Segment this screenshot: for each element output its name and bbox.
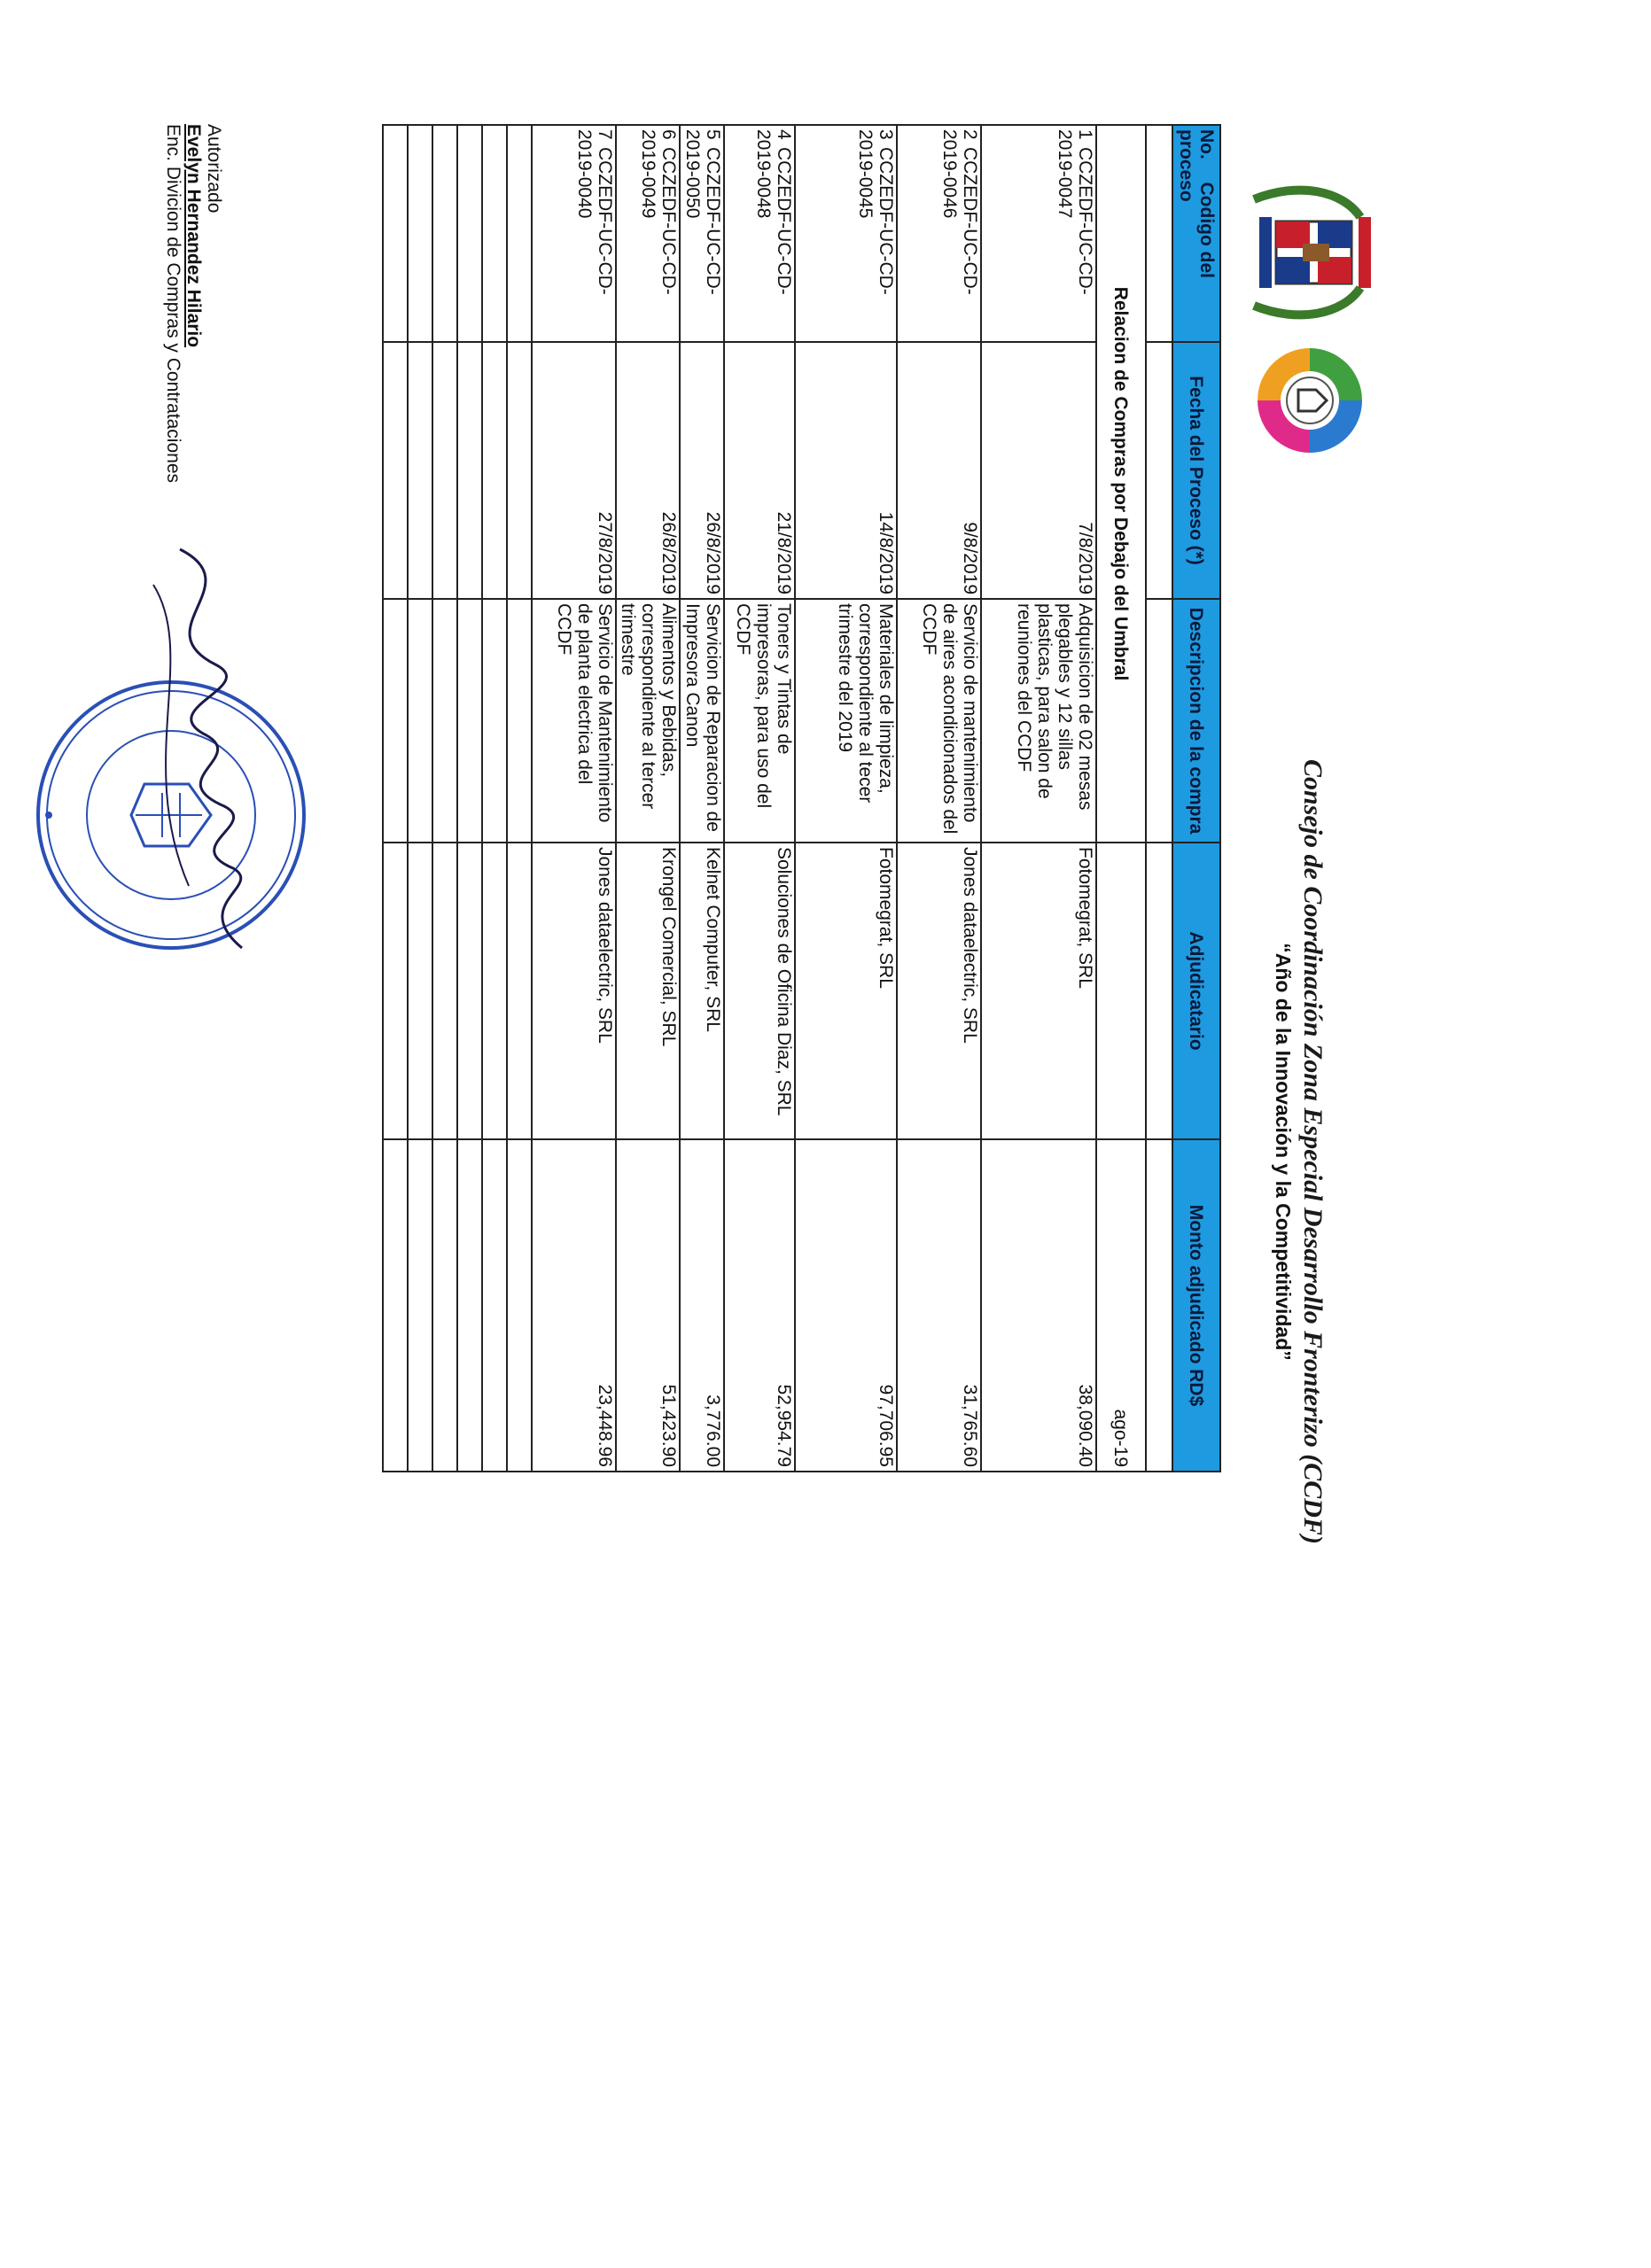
table-row: 3 CCZEDF-UC-CD-2019-0045 14/8/2019 Materiales de limpieza, correspondiente al tecer trimestre del 2019 Fotomegrat, SRL 97,706.95 — [795, 125, 897, 1472]
blank-row — [432, 125, 457, 1472]
table-title-row — [1096, 125, 1146, 1472]
report-period: ago-19 — [1096, 1139, 1146, 1472]
year-motto: “Año de la Innovación y la Competitividad” — [1272, 943, 1295, 1361]
blank-row — [482, 125, 507, 1472]
coat-of-arms-logo — [1245, 182, 1378, 323]
header-monto: Monto adjudicado RD$ — [1172, 1139, 1220, 1472]
ccdf-circular-logo — [1250, 341, 1369, 461]
table-row: 6 CCZEDF-UC-CD-2019-0049 26/8/2019 Alimentos y Bebidas, correspondiente al tercer trimestre Krongel Comercial, SRL 51,423.90 — [616, 125, 680, 1472]
blank-row — [457, 125, 482, 1472]
institution-title: Consejo de Coordinación Zona Especial Desarrollo Fronterizo (CCDF) — [1298, 759, 1328, 1544]
table-row: 4 CCZEDF-UC-CD-2019-0048 21/8/2019 Toners y Tintas de impresoras, para uso del CCDF Soluciones de Oficina Diaz, SRL 52,954.79 — [724, 125, 795, 1472]
table-header-row — [1172, 125, 1220, 1472]
table-title: Relacion de Compras por Debajo del Umbral — [1096, 125, 1146, 843]
handwritten-signature — [109, 532, 286, 975]
header-adjudicatario: Adjudicatario — [1172, 843, 1220, 1139]
header-fecha: Fecha del Proceso (*) — [1172, 342, 1220, 599]
table-row: 1 CCZEDF-UC-CD-2019-0047 7/8/2019 Adquisicion de 02 mesas plegables y 12 sillas plasticas, para salon de reuniones del CCDF Fotomegrat, SRL 38,090.40 — [981, 125, 1096, 1472]
authorized-label: Autorizado — [204, 124, 224, 214]
blank-row — [408, 125, 432, 1472]
table-row: 2 CCZEDF-UC-CD-2019-0046 9/8/2019 Servicio de mantenimiento de aires acondicionados del CCDF Jones dataelectric, SRL 31,765.60 — [897, 125, 981, 1472]
table-row: 5 CCZEDF-UC-CD-2019-0050 26/8/2019 Servicion de Reparacion de Impresora Canon Kelnet Computer, SRL 3,776.00 — [680, 125, 724, 1472]
blank-row — [507, 125, 532, 1472]
signer-name: Evelyn Hernandez Hilario — [183, 124, 204, 348]
signer-position: Enc. Divicion de Compras y Contrataciones — [163, 124, 183, 484]
header-descripcion: Descripcion de la compra — [1172, 599, 1220, 843]
header-no-codigo: No. Codigo del proceso — [1172, 125, 1220, 342]
blank-row — [383, 125, 408, 1472]
blank-row — [1146, 125, 1172, 1472]
table-row: 7 CCZEDF-UC-CD-2019-0040 27/8/2019 Servicio de Mantenimiento de planta electrica del CCDF Jones dataelectric, SRL 23,448.96 — [532, 125, 616, 1472]
purchases-table — [382, 124, 1221, 1472]
